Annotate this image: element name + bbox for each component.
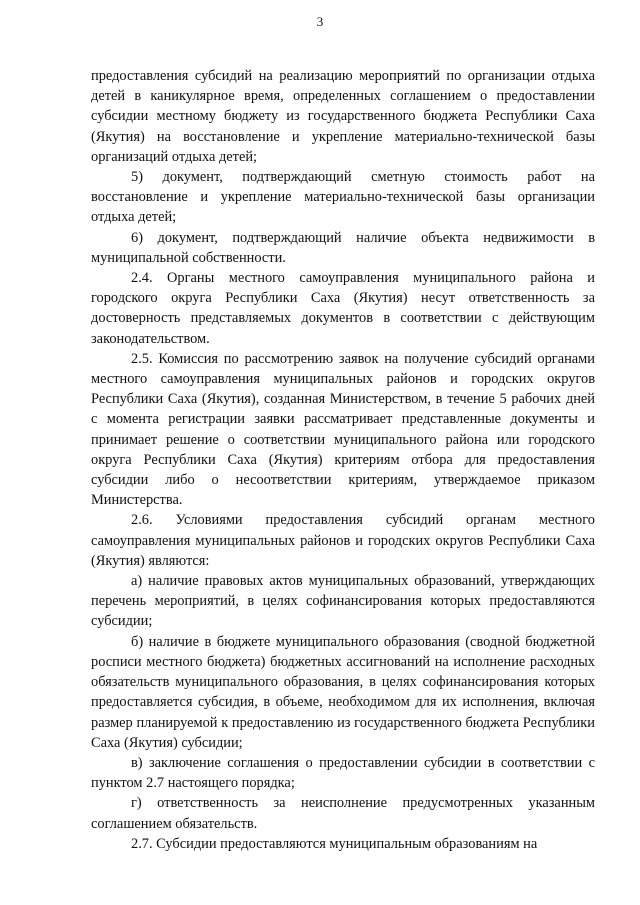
document-body: [91, 66, 595, 854]
paragraph-item-6: 6) документ, подтверждающий наличие объекта недвижимости в муниципальной собственности.: [91, 229, 595, 266]
paragraph-2-5: 2.5. Комиссия по рассмотрению заявок на получение субсидий органами местного самоуправления муниципальных районов и городских округов Республики Саха (Якутия), созданная Министерством, в течение 5 рабочих дней с момента регистрации заявки рассматривает представленные документы и принимает решение о соответствии муниципального района или городского округа Республики Саха (Якутия) критериям отбора для предоставления субсидии либо о несоответствии критериям, утверждаемое приказом Министерства.: [91, 350, 595, 509]
page-number: 3: [316, 14, 324, 29]
paragraph-item-g: г) ответственность за неисполнение предусмотренных указанным соглашением обязательств.: [91, 795, 595, 832]
paragraph-item-v: в) заключение соглашения о предоставлении субсидии в соответствии с пунктом 2.7 настоящего порядка;: [91, 754, 595, 792]
paragraph-2-4: 2.4. Органы местного самоуправления муниципального района и городского округа Республики Саха (Якутия) несут ответственность за достоверность представляемых документов в соответствии с действующим законодательством.: [91, 270, 595, 347]
paragraph-item-5: 5) документ, подтверждающий сметную стоимость работ на восстановление и укрепление материально-технической базы организации отдыха детей;: [91, 169, 595, 226]
paragraph-2-6: 2.6. Условиями предоставления субсидий органам местного самоуправления муниципальных районов и городских округов Республики Саха (Якутия) являются:: [91, 512, 595, 569]
paragraph-continuation: предоставления субсидий на реализацию мероприятий по организации отдыха детей в каникулярное время, определенных соглашением о предоставлении субсидии местному бюджету из государственного бюджета Республики Саха (Якутия) на восстановление и укрепление материально-технической базы организаций отдыха детей;: [91, 68, 595, 165]
paragraph-2-7: 2.7. Субсидии предоставляются муниципальным образованиям на: [131, 835, 538, 852]
paragraph-item-b: б) наличие в бюджете муниципального образования (сводной бюджетной росписи местного бюджета) бюджетных ассигнований на исполнение расходных обязательств муниципального образования, в целях софинансирования которых предоставляется субсидия, в объеме, необходимом для их исполнения, включая размер планируемой к предоставлению из государственного бюджета Республики Саха (Якутия) субсидии;: [91, 633, 595, 751]
paragraph-item-a: а) наличие правовых актов муниципальных образований, утверждающих перечень мероприятий, в целях софинансирования которых предоставляются субсидии;: [91, 573, 595, 630]
